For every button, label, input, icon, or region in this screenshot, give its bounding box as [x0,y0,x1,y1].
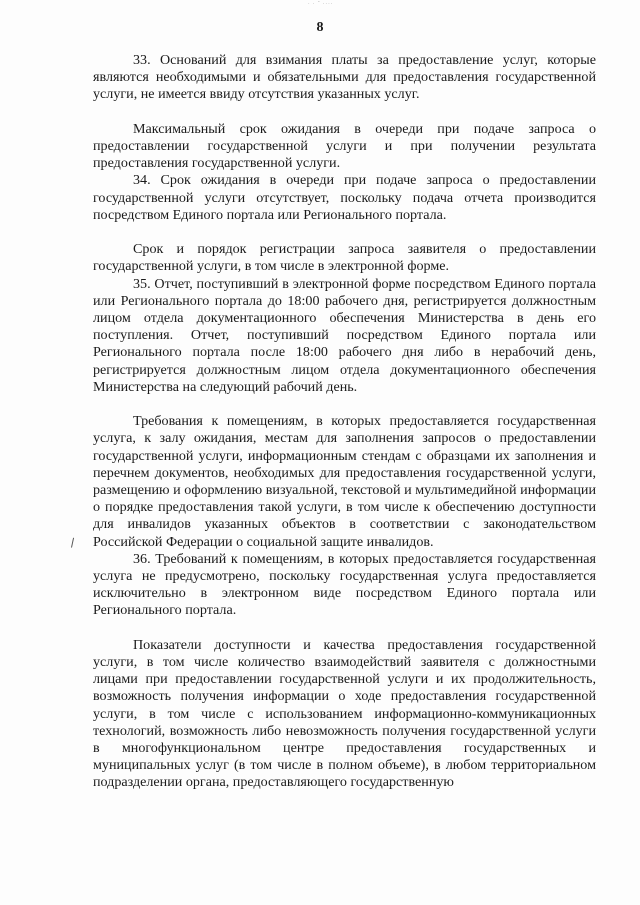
paragraph-33: 33. Оснований для взимания платы за предоставление услуг, которые являются необходимыми и обязательными для предоставления государственной услуги, не имеется ввиду отсутствия указанных услуг. [93,52,596,103]
margin-pen-mark [71,538,77,549]
document-body [93,52,596,792]
page-number: 8 [316,20,324,35]
heading-max-wait-time: Максимальный срок ожидания в очереди при подаче запроса о предоставлении государственной услуги и при получении результата предоставления государственной услуги. [93,120,596,172]
heading-premises-requirements: Требования к помещениям, в которых предоставляется государственная услуга, к залу ожидания, местам для заполнения запросов о предоставлении государственной услуги, информационным стендам с образцами их заполнения и перечнем документов, необходимых для предоставления государственной услуги, размещению и оформлению визуальной, текстовой и мультимедийной информации о порядке предоставления такой услуги, в том числе к обеспечению доступности для инвалидов указанных объектов в соответствии с законодательством Российской Федерации о социальной защите инвалидов. [93,413,596,550]
heading-registration-term: Срок и порядок регистрации запроса заявителя о предоставлении государственной услуги, в том числе в электронной форме. [93,241,596,275]
paragraph-36: 36. Требований к помещениям, в которых предоставляется государственная услуга не предусмотрено, поскольку государственная услуга предоставляется исключительно в электронном виде посредством Единого портала или Регионального портала. [93,550,596,619]
heading-accessibility-indicators: Показатели доступности и качества предоставления государственной услуги, в том числе количество взаимодействий заявителя с должностными лицами при предоставлении государственной услуги и их продолжительность, возможность получения информации о ходе предоставления государственной услуги, в том числе с использованием информационно-коммуникационных технологий, возможность либо невозможность получения государственной услуги в многофункциональном центре предоставления государственных и муниципальных услуг (в том числе в полном объеме), в любом территориальном подразделении органа, предоставляющего государственную [93,636,596,791]
paragraph-35: 35. Отчет, поступивший в электронной форме посредством Единого портала или Регионального портала до 18:00 рабочего дня, регистрируется должностным лицом отдела документационного обеспечения Министерства в день его поступления. Отчет, поступивший посредством Единого портала или Регионального портала после 18:00 рабочего дня либо в нерабочий день, регистрируется должностным лицом отдела документационного обеспечения Министерства на следующий рабочий день. [93,275,596,395]
scan-artifact: · · ˘ ···· [308,2,334,7]
paragraph-34: 34. Срок ожидания в очереди при подаче запроса о предоставлении государственной услуги отсутствует, поскольку подача отчета производится посредством Единого портала или Регионального портала. [93,172,596,223]
